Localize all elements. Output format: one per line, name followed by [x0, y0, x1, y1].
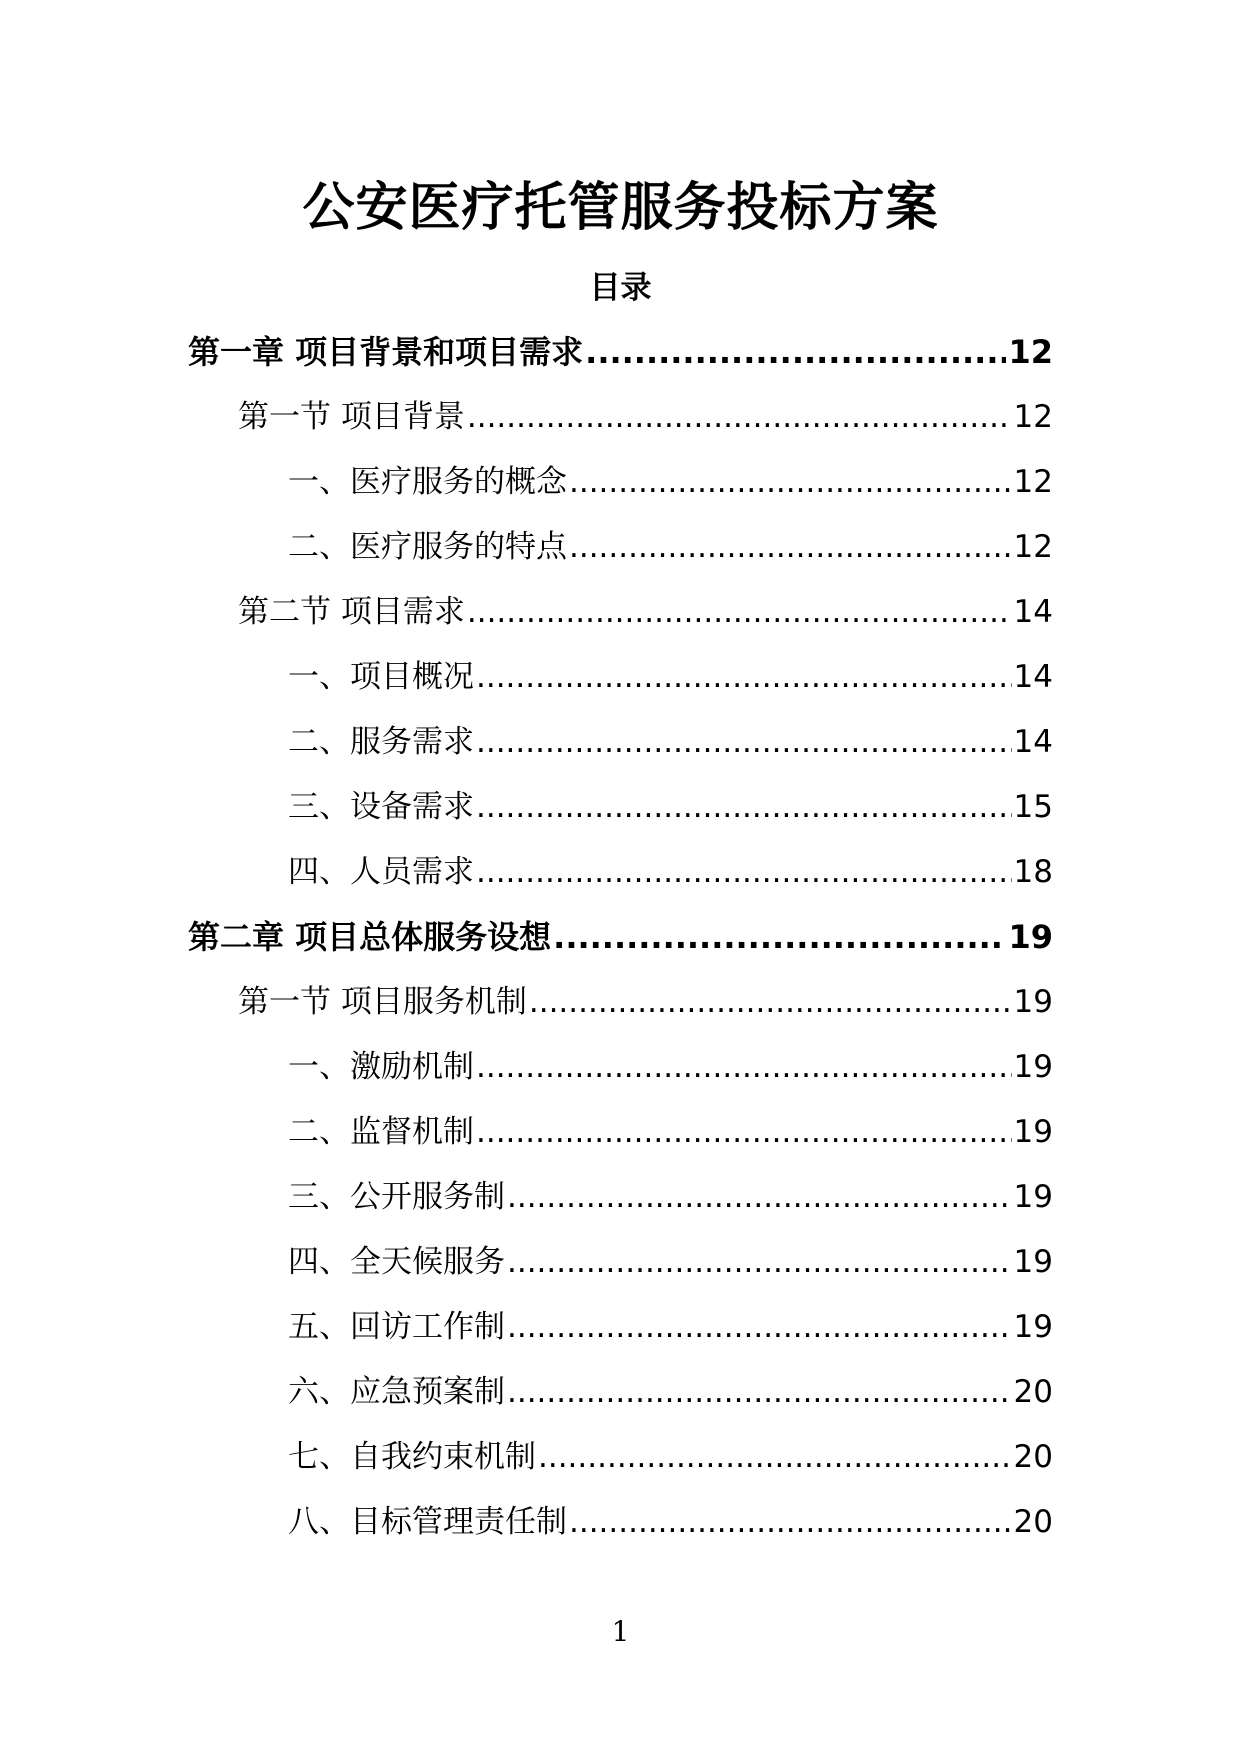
toc-item[interactable] — [188, 651, 1053, 716]
toc-heading: 目录 — [589, 270, 652, 306]
toc-leader-dots — [476, 781, 1012, 833]
toc-item[interactable] — [188, 1366, 1053, 1431]
toc-entry-page: 18 — [1013, 854, 1053, 890]
toc-item[interactable] — [188, 456, 1053, 521]
toc-entry-text: 四、人员需求 — [288, 854, 474, 890]
toc-leader-dots — [507, 1236, 1012, 1288]
toc-leader-dots — [507, 1171, 1012, 1223]
toc-item[interactable] — [188, 1171, 1053, 1236]
toc-entry-page: 12 — [1013, 399, 1053, 435]
toc-leader-dots — [507, 1366, 1012, 1418]
toc-leader-dots — [476, 1106, 1012, 1158]
document-title: 公安医疗托管服务投标方案 — [302, 178, 939, 238]
toc-entry-text: 一、项目概况 — [288, 659, 474, 695]
toc-leader-dots — [507, 1301, 1012, 1353]
toc-leader-dots — [569, 521, 1012, 573]
toc-entry-page: 14 — [1013, 659, 1053, 695]
toc-leader-dots — [476, 1041, 1012, 1093]
toc-entry-page: 19 — [1008, 918, 1053, 956]
page-number: 1 — [611, 1615, 630, 1648]
toc-entry-page: 15 — [1013, 789, 1053, 825]
toc-entry-page: 20 — [1013, 1504, 1053, 1540]
toc-item[interactable] — [188, 1301, 1053, 1366]
toc-entry-text: 四、全天候服务 — [288, 1244, 505, 1280]
toc-entry-text: 一、医疗服务的概念 — [288, 464, 567, 500]
toc-entry-text: 第一节 项目背景 — [238, 399, 465, 435]
toc-entry-text: 五、回访工作制 — [288, 1309, 505, 1345]
toc-leader-dots — [553, 911, 1006, 963]
toc-entry-page: 12 — [1013, 529, 1053, 565]
toc-item[interactable] — [188, 1106, 1053, 1171]
toc-item[interactable] — [188, 781, 1053, 846]
toc-section-2-1[interactable] — [188, 976, 1053, 1041]
toc-entry-text: 八、目标管理责任制 — [288, 1504, 567, 1540]
table-of-contents — [188, 326, 1053, 1561]
toc-item[interactable] — [188, 1431, 1053, 1496]
toc-entry-page: 19 — [1013, 1049, 1053, 1085]
toc-item[interactable] — [188, 521, 1053, 586]
toc-entry-text: 一、激励机制 — [288, 1049, 474, 1085]
toc-leader-dots — [529, 976, 1012, 1028]
toc-leader-dots — [476, 846, 1012, 898]
toc-entry-page: 12 — [1008, 333, 1053, 371]
toc-chapter-1[interactable] — [188, 326, 1053, 391]
toc-entry-page: 20 — [1013, 1374, 1053, 1410]
toc-entry-page: 19 — [1013, 1114, 1053, 1150]
toc-section-1-2[interactable] — [188, 586, 1053, 651]
toc-leader-dots — [569, 456, 1012, 508]
toc-entry-page: 14 — [1013, 594, 1053, 630]
toc-entry-text: 第二节 项目需求 — [238, 594, 465, 630]
toc-entry-text: 第一章 项目背景和项目需求 — [188, 333, 584, 371]
toc-item[interactable] — [188, 1496, 1053, 1561]
toc-item[interactable] — [188, 1041, 1053, 1106]
toc-entry-text: 六、应急预案制 — [288, 1374, 505, 1410]
toc-leader-dots — [585, 326, 1006, 378]
toc-section-1-1[interactable] — [188, 391, 1053, 456]
toc-entry-page: 19 — [1013, 984, 1053, 1020]
toc-entry-text: 第一节 项目服务机制 — [238, 984, 527, 1020]
toc-entry-text: 七、自我约束机制 — [288, 1439, 536, 1475]
toc-chapter-2[interactable] — [188, 911, 1053, 976]
toc-entry-page: 19 — [1013, 1244, 1053, 1280]
toc-item[interactable] — [188, 716, 1053, 781]
toc-entry-text: 二、监督机制 — [288, 1114, 474, 1150]
toc-entry-text: 三、公开服务制 — [288, 1179, 505, 1215]
toc-entry-text: 三、设备需求 — [288, 789, 474, 825]
toc-leader-dots — [569, 1496, 1012, 1548]
toc-entry-page: 20 — [1013, 1439, 1053, 1475]
toc-leader-dots — [467, 391, 1012, 443]
toc-leader-dots — [476, 651, 1012, 703]
toc-entry-text: 二、服务需求 — [288, 724, 474, 760]
toc-leader-dots — [538, 1431, 1012, 1483]
toc-entry-text: 二、医疗服务的特点 — [288, 529, 567, 565]
toc-entry-page: 19 — [1013, 1179, 1053, 1215]
toc-item[interactable] — [188, 1236, 1053, 1301]
toc-item[interactable] — [188, 846, 1053, 911]
toc-entry-text: 第二章 项目总体服务设想 — [188, 918, 552, 956]
toc-entry-page: 19 — [1013, 1309, 1053, 1345]
toc-leader-dots — [467, 586, 1012, 638]
toc-entry-page: 14 — [1013, 724, 1053, 760]
toc-leader-dots — [476, 716, 1012, 768]
toc-entry-page: 12 — [1013, 464, 1053, 500]
